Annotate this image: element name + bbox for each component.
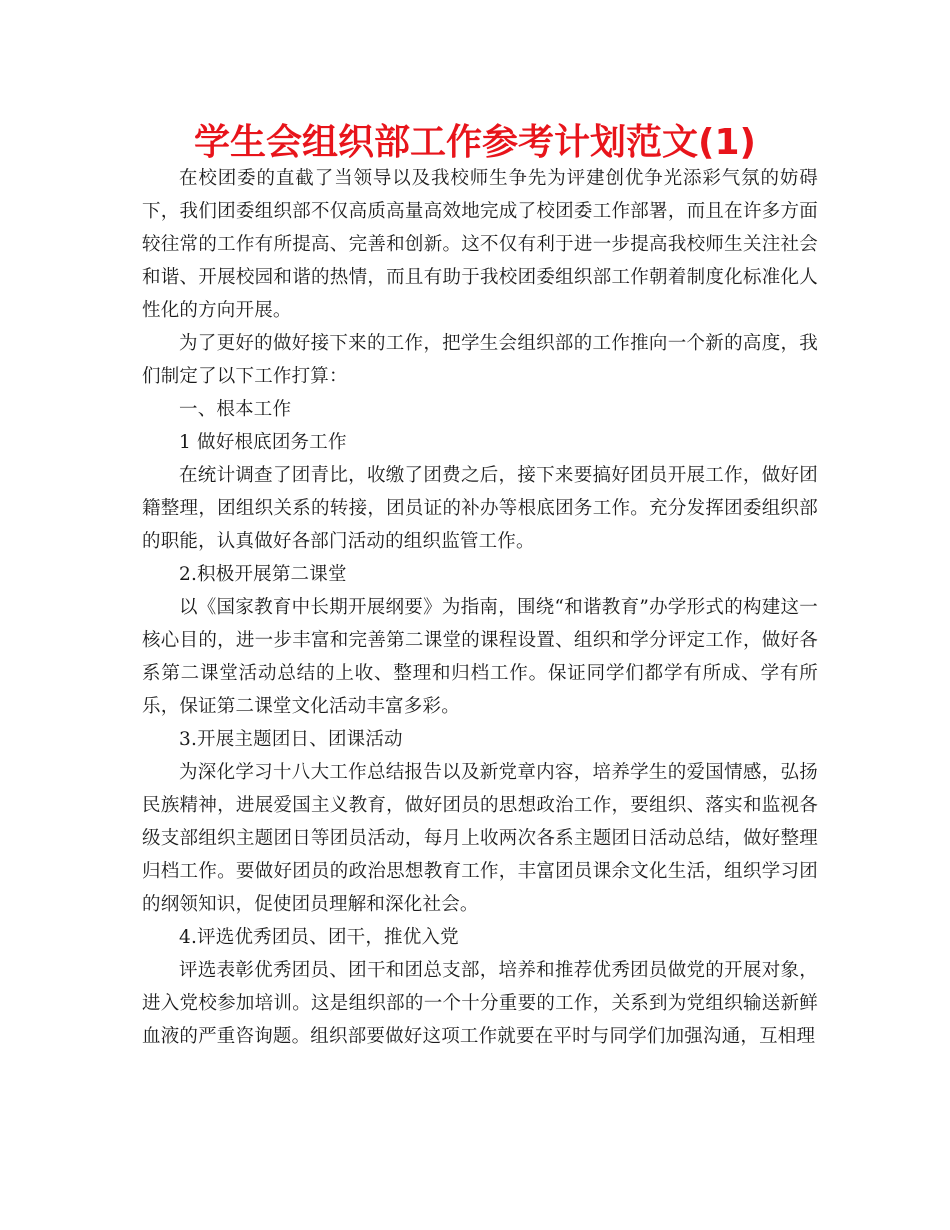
paragraph-1: 在统计调查了团青比，收缴了团费之后，接下来要搞好团员开展工作，做好团籍整理，团组织关系的转接，团员证的补办等根底团务工作。充分发挥团委组织部的职能，认真做好各部门活动的组织监管工作。 <box>142 465 818 552</box>
subheading-2: 2.积极开展第二课堂 <box>179 564 347 585</box>
paragraph-2: 以《国家教育中长期开展纲要》为指南，围绕“和谐教育”办学形式的构建这一核心目的，进一步丰富和完善第二课堂的课程设置、组织和学分评定工作，做好各系第二课堂活动总结的上收、整理和归档工作。保证同学们都学有所成、学有所乐，保证第二课堂文化活动丰富多彩。 <box>142 597 818 717</box>
subheading-3: 3.开展主题团日、团课活动 <box>179 729 403 750</box>
paragraph-intro: 在校团委的直截了当领导以及我校师生争先为评建创优争光添彩气氛的妨碍下，我们团委组织部不仅高质高量高效地完成了校团委工作部署，而且在许多方面较往常的工作有所提高、完善和创新。这不仅有利于进一步提高我校师生关注社会和谐、开展校园和谐的热情，而且有助于我校团委组织部工作朝着制度化标准化人性化的方向开展。 <box>142 168 818 321</box>
subheading-1: 1 做好根底团务工作 <box>179 432 347 453</box>
document-body <box>142 162 818 1053</box>
subheading-4: 4.评选优秀团员、团干，推优入党 <box>179 927 459 948</box>
paragraph-3: 为深化学习十八大工作总结报告以及新党章内容，培养学生的爱国情感，弘扬民族精神，进展爱国主义教育，做好团员的思想政治工作，要组织、落实和监视各级支部组织主题团日等团员活动，每月上收两次各系主题团日活动总结，做好整理归档工作。要做好团员的政治思想教育工作，丰富团员课余文化生活，组织学习团的纲领知识，促使团员理解和深化社会。 <box>142 762 818 915</box>
paragraph-plan: 为了更好的做好接下来的工作，把学生会组织部的工作推向一个新的高度，我们制定了以下工作打算： <box>142 333 818 387</box>
paragraph-4: 评选表彰优秀团员、团干和团总支部，培养和推荐优秀团员做党的开展对象，进入党校参加培训。这是组织部的一个十分重要的工作，关系到为党组织输送新鲜血液的严重咨询题。组织部要做好这项工作就要在平时与同学们加强沟通，互相理 <box>142 960 818 1047</box>
document-title: 学生会组织部工作参考计划范文(1) <box>194 122 756 163</box>
section-heading-basic-work: 一、根本工作 <box>179 399 292 420</box>
